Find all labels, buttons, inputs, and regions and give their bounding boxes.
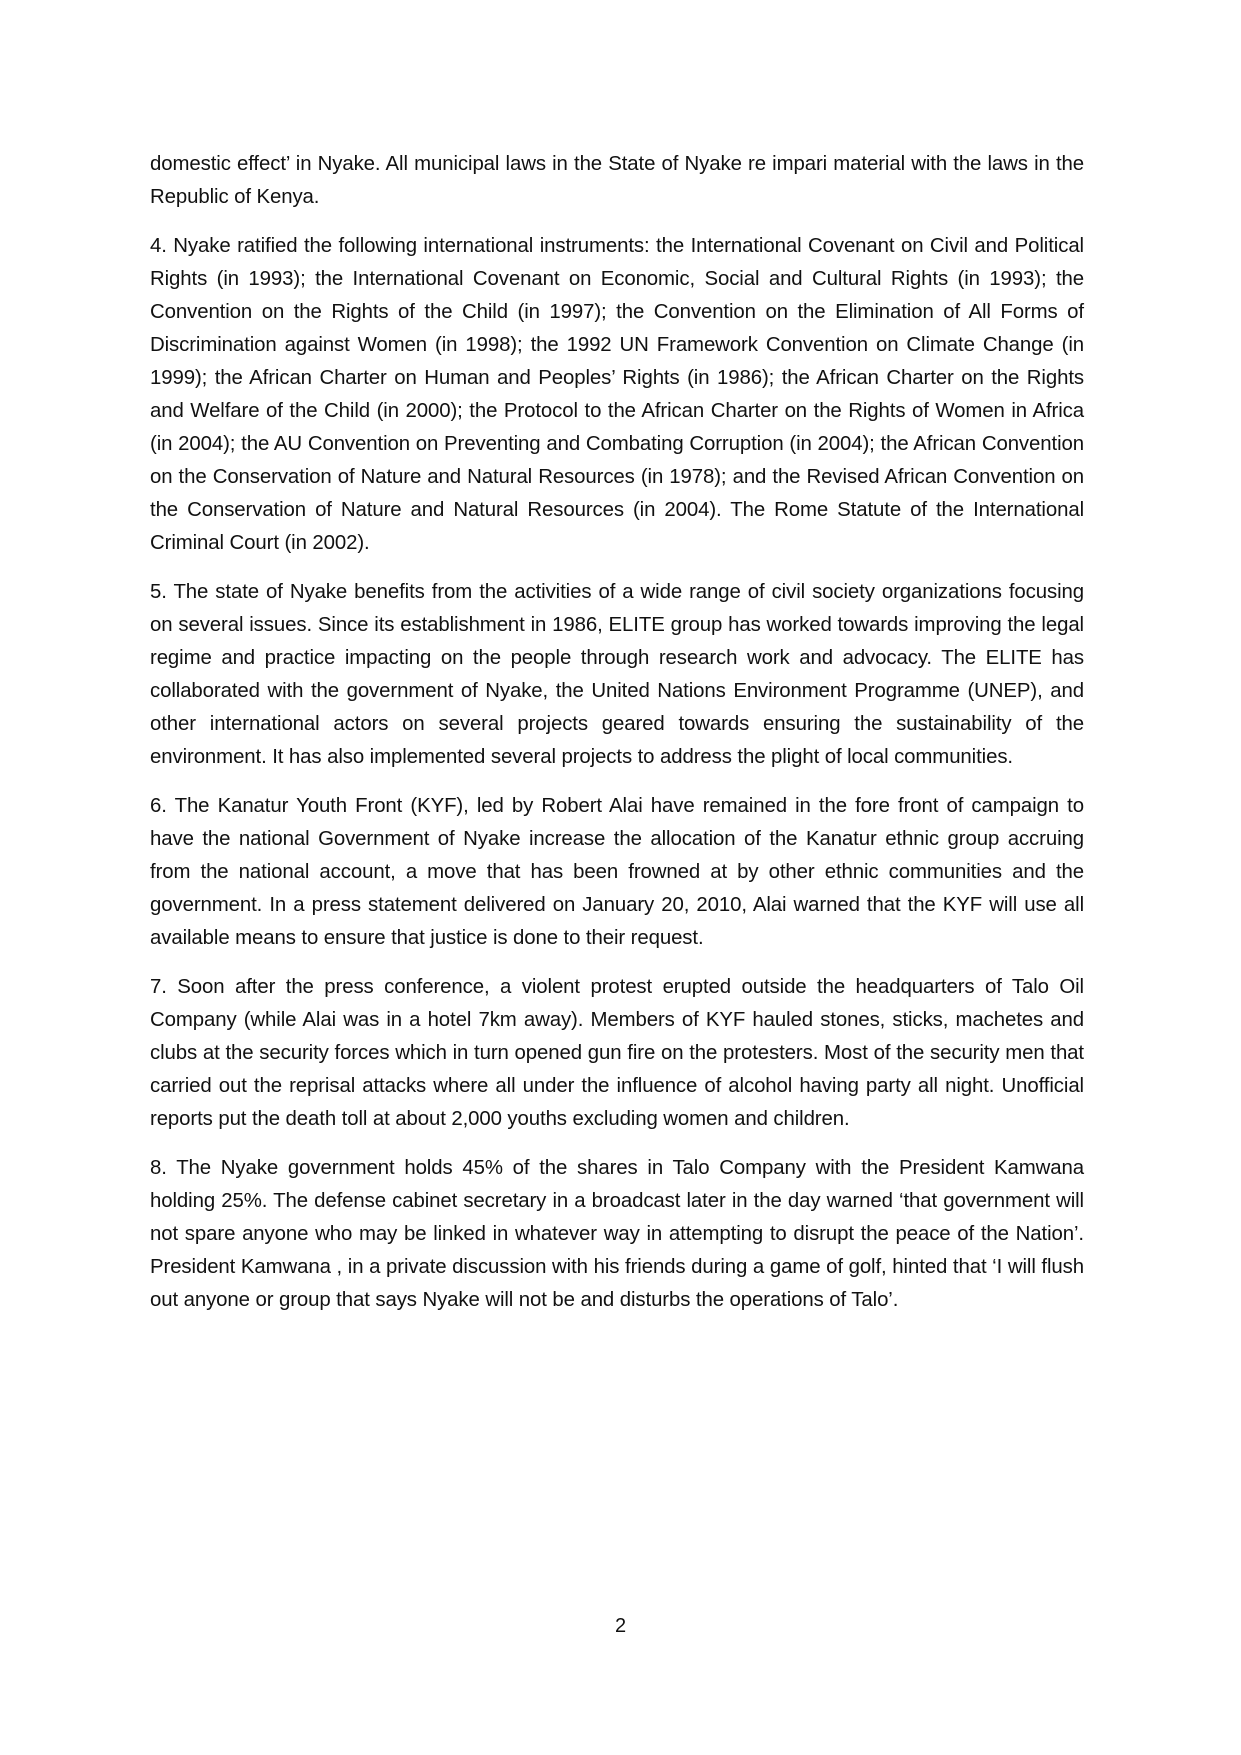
paragraph-7-violent-protest: 7. Soon after the press conference, a violent protest erupted outside the headquarters of Talo Oil Company (while Alai was in a hotel 7km away). Members of KYF hauled stones, sticks, machetes and clubs at the security forces which in turn opened gun fire on the protesters. Most of the security men that carried out the reprisal attacks where all under the influence of alcohol having party all night. Unofficial reports put the death toll at about 2,000 youths excluding women and children. <box>150 976 1084 1130</box>
page-number: 2 <box>614 1615 627 1637</box>
paragraph-5-civil-society: 5. The state of Nyake benefits from the activities of a wide range of civil society organizations focusing on several issues. Since its establishment in 1986, ELITE group has worked towards improving the legal regime and practice impacting on the people through research work and advocacy. The ELITE has collaborated with the government of Nyake, the United Nations Environment Programme (UNEP), and other international actors on several projects geared towards ensuring the sustainability of the environment. It has also implemented several projects to address the plight of local communities. <box>150 581 1084 768</box>
paragraph-4-international-instruments: 4. Nyake ratified the following international instruments: the International Covenant on Civil and Political Rights (in 1993); the International Covenant on Economic, Social and Cultural Rights (in 1993); the Convention on the Rights of the Child (in 1997); the Convention on the Elimination of All Forms of Discrimination against Women (in 1998); the 1992 UN Framework Convention on Climate Change (in 1999); the African Charter on Human and Peoples’ Rights (in 1986); the African Charter on the Rights and Welfare of the Child (in 2000); the Protocol to the African Charter on the Rights of Women in Africa (in 2004); the AU Convention on Preventing and Combating Corruption (in 2004); the African Convention on the Conservation of Nature and Natural Resources (in 1978); and the Revised African Convention on the Conservation of Nature and Natural Resources (in 2004). The Rome Statute of the International Criminal Court (in 2002). <box>150 235 1084 554</box>
document-body <box>150 148 1084 1333</box>
paragraph-continuation: domestic effect’ in Nyake. All municipal laws in the State of Nyake re impari material with the laws in the Republic of Kenya. <box>150 153 1084 208</box>
paragraph-8-government-shares: 8. The Nyake government holds 45% of the shares in Talo Company with the President Kamwana holding 25%. The defense cabinet secretary in a broadcast later in the day warned ‘that government will not spare anyone who may be linked in whatever way in attempting to disrupt the peace of the Nation’. President Kamwana , in a private discussion with his friends during a game of golf, hinted that ‘I will flush out anyone or group that says Nyake will not be and disturbs the operations of Talo’. <box>150 1157 1084 1311</box>
paragraph-6-kanatur-youth-front: 6. The Kanatur Youth Front (KYF), led by Robert Alai have remained in the fore front of campaign to have the national Government of Nyake increase the allocation of the Kanatur ethnic group accruing from the national account, a move that has been frowned at by other ethnic communities and the government. In a press statement delivered on January 20, 2010, Alai warned that the KYF will use all available means to ensure that justice is done to their request. <box>150 795 1084 949</box>
